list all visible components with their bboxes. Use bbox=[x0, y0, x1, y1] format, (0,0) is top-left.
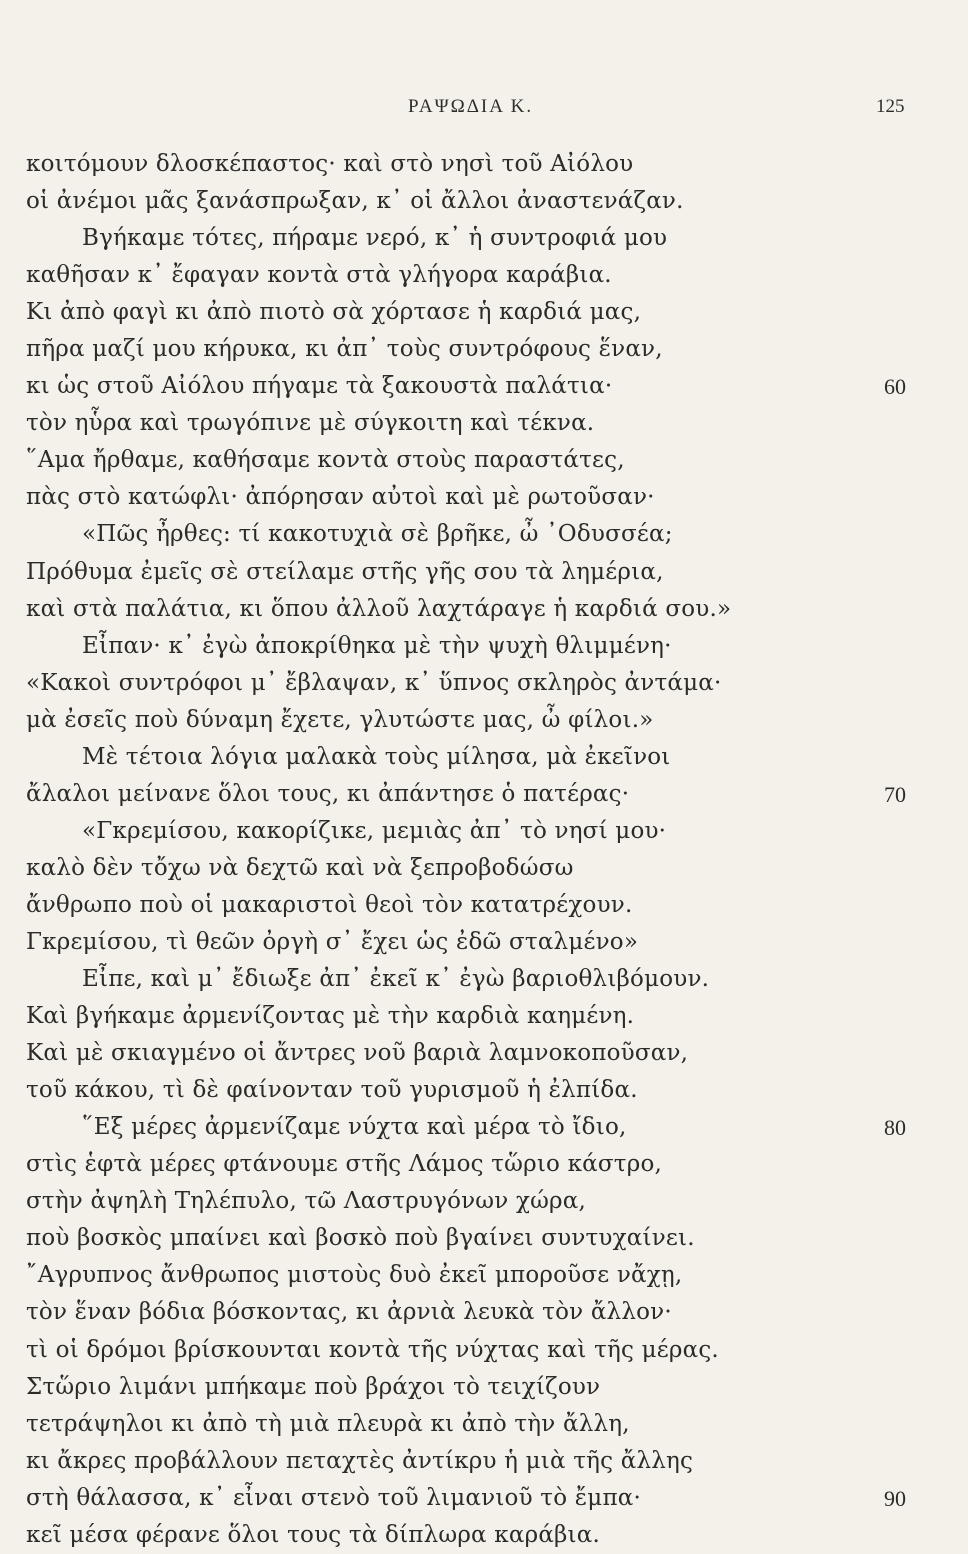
verse-text: κεῖ μέσα φέρανε ὅλοι τους τὰ δίπλωρα καράβια. bbox=[26, 1521, 601, 1548]
verse-text: Στὥριο λιμάνι μπήκαμε ποὺ βράχοι τὸ τειχίζουν bbox=[26, 1373, 601, 1400]
verse-text: «Γκρεμίσου, κακορίζικε, μεμιὰς ἀπ᾽ τὸ νησί μου· bbox=[82, 817, 667, 844]
verse-line bbox=[26, 850, 906, 887]
verse-line bbox=[26, 1220, 906, 1257]
verse-line bbox=[26, 1517, 906, 1554]
verse-text: «Κακοὶ συντρόφοι μ᾽ ἔβλαψαν, κ᾽ ὕπνος σκληρὸς ἀντάμα· bbox=[26, 669, 722, 696]
verse-text: στὴ θάλασσα, κ᾽ εἶναι στενὸ τοῦ λιμανιοῦ τὸ ἔμπα· bbox=[26, 1484, 642, 1511]
poem-text bbox=[26, 146, 906, 1554]
verse-line bbox=[26, 924, 906, 961]
verse-line bbox=[26, 146, 906, 183]
verse-line bbox=[26, 998, 906, 1035]
verse-line bbox=[26, 1257, 906, 1294]
verse-text: κι ἄκρες προβάλλουν πεταχτὲς ἀντίκρυ ἡ μιὰ τῆς ἄλλης bbox=[26, 1447, 694, 1474]
verse-text: κι ὡς στοῦ Αἰόλου πήγαμε τὰ ξακουστὰ παλάτια· bbox=[26, 373, 613, 400]
verse-line bbox=[26, 1480, 906, 1517]
line-number: 80 bbox=[884, 1115, 906, 1141]
verse-text: τετράψηλοι κι ἀπὸ τὴ μιὰ πλευρὰ κι ἀπὸ τὴν ἄλλη, bbox=[26, 1410, 630, 1437]
verse-line bbox=[26, 776, 906, 813]
verse-line bbox=[26, 1146, 906, 1183]
verse-text: ῞Εξ μέρες ἀρμενίζαμε νύχτα καὶ μέρα τὸ ἴδιο, bbox=[82, 1114, 627, 1141]
running-head bbox=[0, 96, 968, 126]
verse-line bbox=[26, 294, 906, 331]
verse-line bbox=[26, 628, 906, 665]
verse-text: κοιτόμουν δλοσκέπαστος· καὶ στὸ νησὶ τοῦ Αἰόλου bbox=[26, 151, 634, 177]
verse-text: στὶς ἑφτὰ μέρες φτάνουμε στῆς Λάμος τὥριο κάστρο, bbox=[26, 1151, 662, 1178]
verse-line bbox=[26, 1369, 906, 1406]
line-number: 90 bbox=[884, 1485, 906, 1511]
verse-line bbox=[26, 220, 906, 257]
verse-text: πὰς στὸ κατώφλι· ἀπόρησαν αὐτοὶ καὶ μὲ ρωτοῦσαν· bbox=[26, 484, 655, 511]
verse-line bbox=[26, 331, 906, 368]
verse-text: καλὸ δὲν τὄχω νὰ δεχτῶ καὶ νὰ ξεπροβοδώσω bbox=[26, 854, 574, 881]
verse-line bbox=[26, 1406, 906, 1443]
page-number: 125 bbox=[876, 96, 905, 117]
running-title: ΡΑΨΩΔΙΑ Κ. bbox=[408, 96, 534, 117]
verse-line bbox=[26, 1035, 906, 1072]
verse-text: Εἶπαν· κ᾽ ἐγὼ ἀποκρίθηκα μὲ τὴν ψυχὴ θλιμμένη· bbox=[82, 632, 672, 659]
verse-text: στὴν ἀψηλὴ Τηλέπυλο, τῶ Λαστρυγόνων χώρα, bbox=[26, 1188, 587, 1215]
verse-text: μὰ ἐσεῖς ποὺ δύναμη ἔχετε, γλυτώστε μας, ὦ φίλοι.» bbox=[26, 706, 654, 733]
verse-line bbox=[26, 554, 906, 591]
verse-text: τοῦ κάκου, τὶ δὲ φαίνονταν τοῦ γυρισμοῦ ἡ ἐλπίδα. bbox=[26, 1077, 638, 1104]
verse-line bbox=[26, 813, 906, 850]
verse-text: Εἶπε, καὶ μ᾽ ἔδιωξε ἀπ᾽ ἐκεῖ κ᾽ ἐγὼ βαριοθλιβόμουν. bbox=[82, 966, 710, 993]
verse-text: Βγήκαμε τότες, πήραμε νερό, κ᾽ ἡ συντροφιά μου bbox=[82, 225, 668, 252]
verse-line bbox=[26, 665, 906, 702]
verse-text: ἄνθρωπο ποὺ οἱ μακαριστοὶ θεοὶ τὸν κατατρέχουν. bbox=[26, 891, 633, 918]
verse-text: ποὺ βοσκὸς μπαίνει καὶ βοσκὸ ποὺ βγαίνει συντυχαίνει. bbox=[26, 1225, 695, 1252]
verse-text: Καὶ μὲ σκιαγμένο οἱ ἄντρες νοῦ βαριὰ λαμνοκοποῦσαν, bbox=[26, 1040, 689, 1067]
verse-text: πῆρα μαζί μου κήρυκα, κι ἀπ᾽ τοὺς συντρόφους ἕναν, bbox=[26, 336, 663, 363]
verse-line bbox=[26, 442, 906, 479]
verse-text: τὶ οἱ δρόμοι βρίσκουνται κοντὰ τῆς νύχτας καὶ τῆς μέρας. bbox=[26, 1336, 719, 1363]
verse-text: τὸν ἕναν βόδια βόσκοντας, κι ἀρνιὰ λευκὰ τὸν ἄλλον· bbox=[26, 1299, 672, 1326]
verse-text: ῎Αγρυπνος ἄνθρωπος μιστοὺς δυὸ ἐκεῖ μποροῦσε νἄχῃ, bbox=[26, 1262, 683, 1289]
verse-line bbox=[26, 1183, 906, 1220]
verse-text: Καὶ βγήκαμε ἀρμενίζοντας μὲ τὴν καρδιὰ καημένη. bbox=[26, 1003, 635, 1030]
verse-line bbox=[26, 257, 906, 294]
verse-text: Κι ἀπὸ φαγὶ κι ἀπὸ πιοτὸ σὰ χόρτασε ἡ καρδιά μας, bbox=[26, 299, 642, 326]
verse-line bbox=[26, 1109, 906, 1146]
verse-line bbox=[26, 1332, 906, 1369]
verse-text: ῞Αμα ἤρθαμε, καθήσαμε κοντὰ στοὺς παραστάτες, bbox=[26, 447, 625, 474]
verse-text: οἱ ἀνέμοι μᾶς ξανάσπρωξαν, κ᾽ οἱ ἄλλοι ἀναστενάζαν. bbox=[26, 188, 684, 215]
verse-line bbox=[26, 591, 906, 628]
verse-line bbox=[26, 887, 906, 924]
verse-line bbox=[26, 183, 906, 220]
verse-line bbox=[26, 368, 906, 405]
verse-text: καθῆσαν κ᾽ ἔφαγαν κοντὰ στὰ γλήγορα καράβια. bbox=[26, 262, 612, 289]
verse-text: ἄλαλοι μείνανε ὅλοι τους, κι ἀπάντησε ὁ πατέρας· bbox=[26, 780, 630, 807]
line-number: 60 bbox=[884, 374, 906, 400]
verse-line bbox=[26, 702, 906, 739]
verse-line bbox=[26, 405, 906, 442]
line-number: 70 bbox=[884, 781, 906, 807]
verse-line bbox=[26, 516, 906, 553]
verse-line bbox=[26, 739, 906, 776]
verse-line bbox=[26, 1294, 906, 1331]
verse-text: καὶ στὰ παλάτια, κι ὅπου ἀλλοῦ λαχτάραγε ἡ καρδιά σου.» bbox=[26, 595, 732, 622]
verse-line bbox=[26, 1443, 906, 1480]
verse-text: Γκρεμίσου, τὶ θεῶν ὀργὴ σ᾽ ἔχει ὡς ἐδῶ σταλμένο» bbox=[26, 928, 639, 955]
verse-line bbox=[26, 1072, 906, 1109]
verse-text: τὸν ηὗρα καὶ τρωγόπινε μὲ σύγκοιτη καὶ τέκνα. bbox=[26, 410, 595, 437]
verse-text: Μὲ τέτοια λόγια μαλακὰ τοὺς μίλησα, μὰ ἐκεῖνοι bbox=[82, 743, 671, 770]
verse-text: Πρόθυμα ἐμεῖς σὲ στείλαμε στῆς γῆς σου τὰ λημέρια, bbox=[26, 558, 664, 585]
verse-text: «Πῶς ἦρθες: τί κακοτυχιὰ σὲ βρῆκε, ὦ ᾽Οδυσσέα; bbox=[82, 521, 673, 548]
verse-line bbox=[26, 479, 906, 516]
verse-line bbox=[26, 961, 906, 998]
